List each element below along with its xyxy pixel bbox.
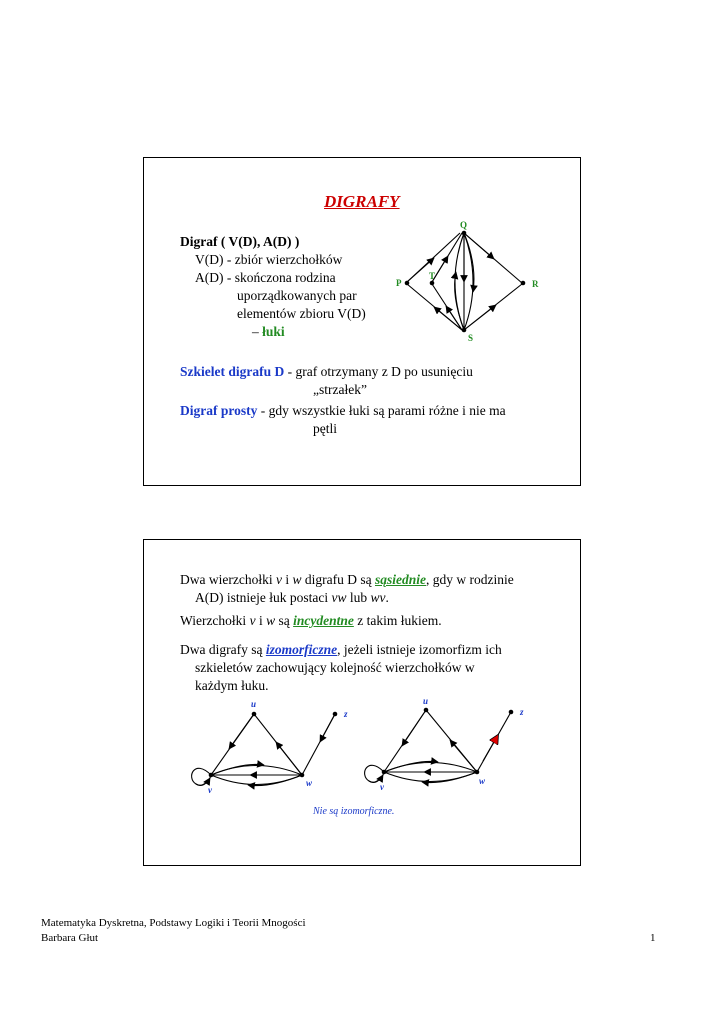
simple-digraph-term: Digraf prosty — [180, 403, 258, 418]
vertex-v — [382, 770, 387, 775]
isomorphism-line3: każdym łuku. — [195, 678, 269, 693]
page-number: 1 — [650, 932, 656, 944]
digraph-right — [358, 698, 538, 798]
text: A(D) istnieje łuk postaci — [195, 590, 332, 605]
var-v: v — [249, 613, 256, 628]
slide-title: DIGRAFY — [324, 192, 400, 211]
incident-term: incydentne — [293, 613, 354, 628]
skeleton-definition-line2: „strzałek” — [313, 382, 367, 397]
label-w: w — [479, 776, 486, 786]
text: Dwa digrafy są — [180, 642, 266, 657]
label-w: w — [306, 778, 313, 788]
footer-author: Barbara Głut — [41, 932, 99, 944]
label-s: S — [468, 333, 474, 343]
loop-v — [192, 768, 211, 785]
incidence-line — [180, 612, 442, 629]
vertex-q — [462, 231, 467, 236]
label-v: v — [380, 782, 384, 792]
isomorphism-line2: szkieletów zachowujący kolejność wierzchołków w — [195, 660, 475, 675]
arc-vw: vw — [331, 590, 347, 605]
label-p: P — [396, 278, 402, 288]
arc-wv: wv — [370, 590, 386, 605]
simple-digraph-line2: pętli — [313, 421, 337, 436]
loop-v — [365, 765, 384, 782]
vertex-z — [509, 710, 514, 715]
skeleton-text: - graf otrzymany z D po usunięciu — [284, 364, 473, 379]
arc-z-w-arrow — [320, 714, 335, 742]
isomorphism-line1 — [180, 641, 502, 658]
vertex-p — [405, 281, 410, 286]
simple-digraph-text: - gdy wszystkie łuki są parami różne i nie ma — [257, 403, 506, 418]
arc-u-v-arrow — [229, 714, 254, 749]
digraph-definition: Digraf ( V(D), A(D) ) — [180, 234, 300, 249]
arc-family-line3: elementów zbioru V(D) — [237, 306, 366, 321]
simple-digraph-line1 — [180, 402, 506, 419]
skeleton-term: Szkielet digrafu D — [180, 364, 285, 379]
label-z: z — [344, 709, 348, 719]
digraph-left — [184, 698, 364, 798]
label-u: u — [251, 699, 257, 709]
skeleton-definition-line1 — [180, 363, 473, 380]
arc-u-v-arrow — [402, 710, 426, 746]
adjacency-line2 — [195, 589, 389, 606]
vertex-s — [462, 328, 467, 333]
digraph-pqrst — [384, 220, 554, 345]
var-w: w — [266, 613, 276, 628]
text: z takim łukiem. — [353, 613, 442, 628]
footer-course: Matematyka Dyskretna, Podstawy Logiki i Teorii Mnogości — [41, 917, 306, 929]
text: lub — [346, 590, 371, 605]
arc-family-line1: A(D) - skończona rodzina — [195, 270, 336, 285]
label-r: R — [532, 279, 539, 289]
vertex-w — [300, 773, 305, 778]
text: digrafu D są — [301, 572, 375, 587]
slide-isomorphism — [143, 539, 581, 866]
label-v: v — [208, 785, 212, 795]
slide-digrafy — [143, 157, 581, 486]
vertex-set-definition: V(D) - zbiór wierzchołków — [195, 252, 343, 267]
arc-w-z-red-arrow — [483, 735, 498, 761]
text: Wierzchołki — [180, 613, 250, 628]
label-u: u — [423, 698, 429, 706]
arc-family-line2: uporządkowanych par — [237, 288, 357, 303]
figure-caption: Nie są izomorficzne. — [313, 806, 395, 817]
text: i — [255, 613, 267, 628]
text: , jeżeli istnieje izomorfizm ich — [337, 642, 502, 657]
vertex-u — [252, 712, 257, 717]
label-t: T — [429, 271, 436, 281]
arcs-term: łuki — [262, 324, 285, 339]
vertex-t — [430, 281, 435, 286]
var-v: v — [275, 572, 282, 587]
dash: – — [252, 324, 263, 339]
text: i — [281, 572, 293, 587]
label-q: Q — [460, 220, 468, 230]
isomorphic-term: izomorficzne — [265, 642, 338, 657]
vertex-r — [521, 281, 526, 286]
vertex-v — [209, 773, 214, 778]
adjacent-term: sąsiednie — [374, 572, 426, 587]
text: są — [275, 613, 294, 628]
var-w: w — [292, 572, 302, 587]
vertex-z — [333, 712, 338, 717]
label-z: z — [520, 707, 524, 717]
adjacency-line1 — [180, 571, 514, 588]
vertex-w — [475, 770, 480, 775]
text: . — [385, 590, 389, 605]
arc-s-r-arrow — [464, 305, 496, 330]
vertex-u — [424, 708, 429, 713]
text: , gdy w rodzinie — [426, 572, 514, 587]
text: Dwa wierzchołki — [180, 572, 276, 587]
arc-s-q-right — [464, 233, 473, 330]
arcs-term-line — [252, 323, 285, 340]
